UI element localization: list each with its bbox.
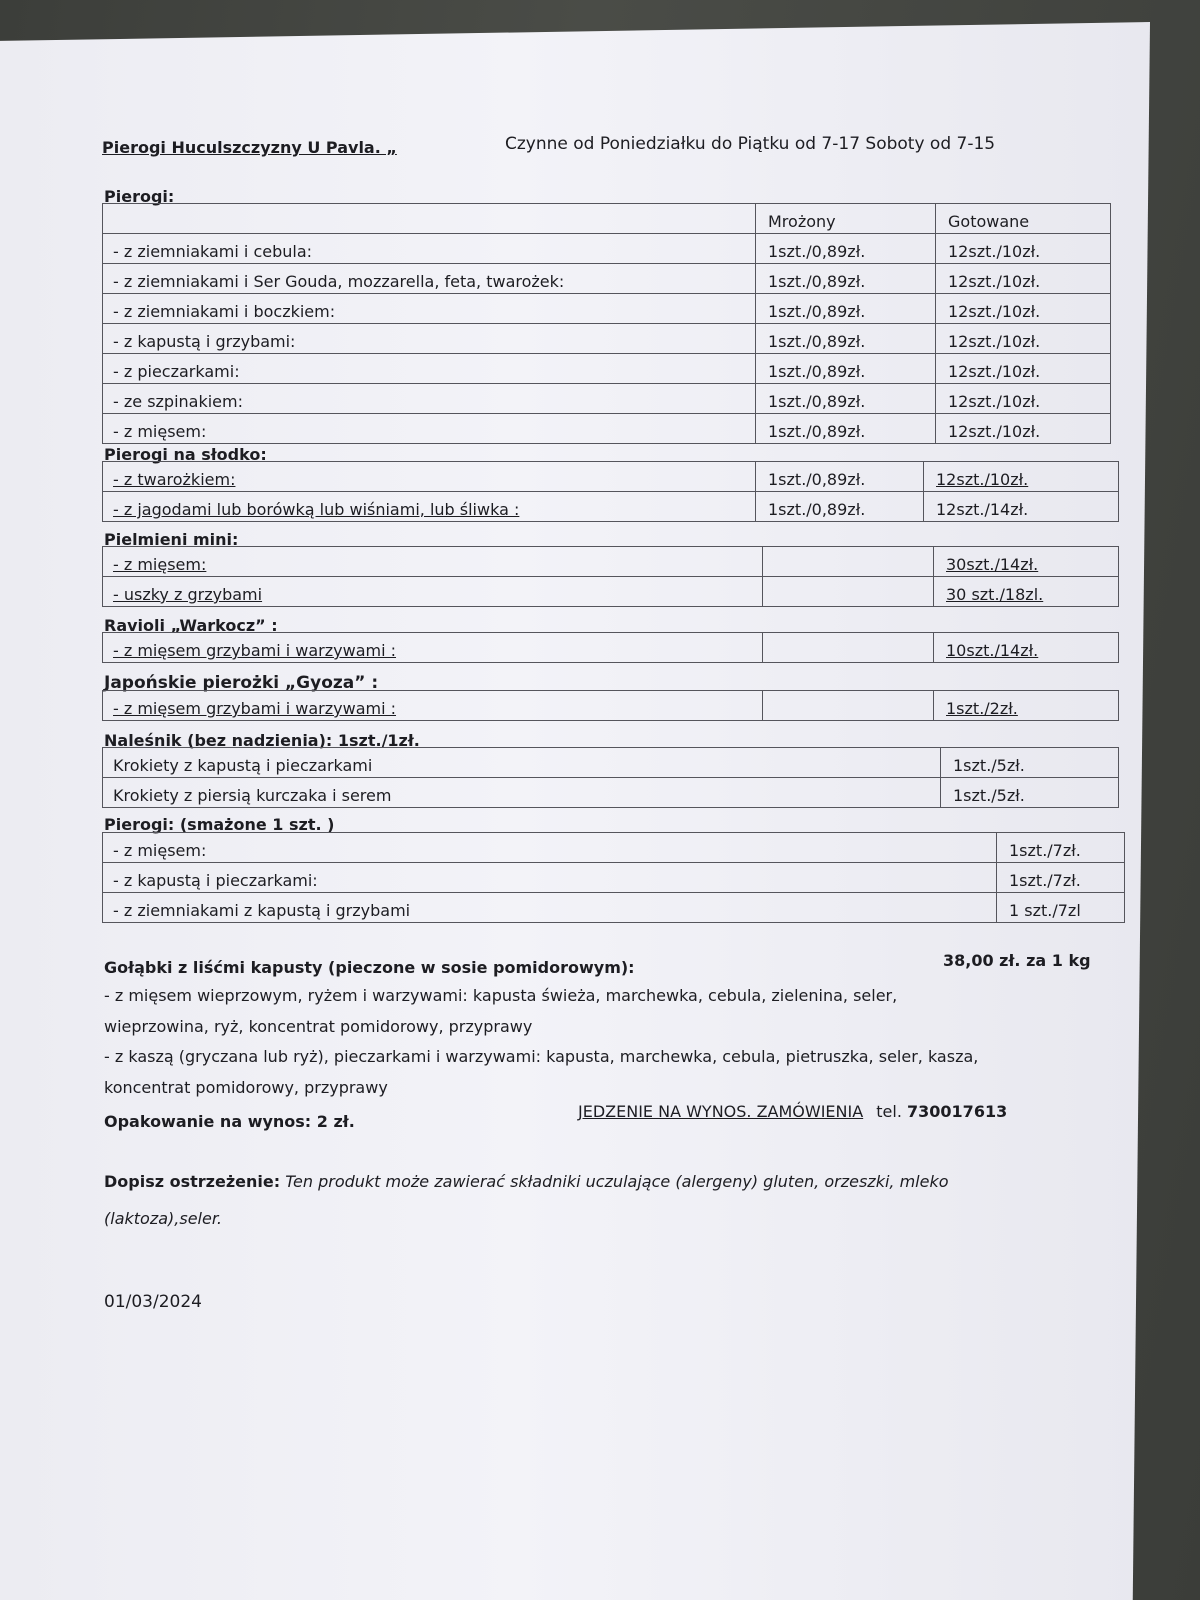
phone-label: tel. xyxy=(876,1102,902,1121)
table-row xyxy=(103,294,1111,324)
price-frozen: 1szt./0,89zł. xyxy=(756,324,936,354)
price-frozen: 1szt./0,89zł. xyxy=(756,384,936,414)
item-name: - z kapustą i grzybami: xyxy=(103,324,756,354)
item-name: - z ziemniakami i boczkiem: xyxy=(103,294,756,324)
table-row xyxy=(103,577,1119,607)
item-name: - z kapustą i pieczarkami: xyxy=(103,863,997,893)
warning-text: Ten produkt może zawierać składniki uczulające (alergeny) gluten, orzeszki, mleko xyxy=(285,1172,949,1191)
column-header-cooked: Gotowane xyxy=(936,204,1111,234)
item-name: - z mięsem: xyxy=(103,547,763,577)
price: 1szt./7zł. xyxy=(997,833,1125,863)
table-header-blank xyxy=(103,204,756,234)
takeaway-line xyxy=(578,1102,1007,1121)
price-frozen: 1szt./0,89zł. xyxy=(756,294,936,324)
price-cooked: 12szt./10zł. xyxy=(924,462,1119,492)
golabki-price: 38,00 zł. za 1 kg xyxy=(943,951,1091,970)
section-heading-golabki: Gołąbki z liśćmi kapusty (pieczone w sosie pomidorowym): xyxy=(104,958,635,977)
table-row xyxy=(103,492,1119,522)
item-name: - z mięsem: xyxy=(103,833,997,863)
price-cooked: 12szt./14zł. xyxy=(924,492,1119,522)
item-name: Krokiety z kapustą i pieczarkami xyxy=(103,748,941,778)
table-row xyxy=(103,324,1111,354)
section-heading-fried: Pierogi: (smażone 1 szt. ) xyxy=(104,815,335,834)
price-cooked: 12szt./10zł. xyxy=(936,354,1111,384)
price-cooked: 12szt./10zł. xyxy=(936,234,1111,264)
golabki-description-line: wieprzowina, ryż, koncentrat pomidorowy, przyprawy xyxy=(104,1017,533,1036)
table-row xyxy=(103,833,1125,863)
warning-label: Dopisz ostrzeżenie: xyxy=(104,1172,281,1191)
table-row xyxy=(103,691,1119,721)
price-cooked: 12szt./10zł. xyxy=(936,414,1111,444)
column-header-frozen: Mrożony xyxy=(756,204,936,234)
nalesnik-table xyxy=(102,747,1119,808)
table-row xyxy=(103,264,1111,294)
table-row xyxy=(103,234,1111,264)
table-row xyxy=(103,384,1111,414)
takeaway-label: JEDZENIE NA WYNOS. ZAMÓWIENIA xyxy=(578,1102,864,1121)
item-name: - z ziemniakami i cebula: xyxy=(103,234,756,264)
item-name: - z mięsem: xyxy=(103,414,756,444)
sweet-pierogi-table xyxy=(102,461,1119,522)
restaurant-name: Pierogi Huculszczyzny U Pavla. „ xyxy=(102,138,397,157)
price-frozen: 1szt./0,89zł. xyxy=(756,354,936,384)
table-row xyxy=(103,354,1111,384)
pierogi-table xyxy=(102,203,1111,444)
item-name: - z ziemniakami i Ser Gouda, mozzarella, feta, twarożek: xyxy=(103,264,756,294)
item-name: - z ziemniakami z kapustą i grzybami xyxy=(103,893,997,923)
table-row xyxy=(103,633,1119,663)
price: 1 szt./7zl xyxy=(997,893,1125,923)
golabki-description-line: - z mięsem wieprzowym, ryżem i warzywami: kapusta świeża, marchewka, cebula, zielenina, seler, xyxy=(104,986,898,1005)
item-name: - z mięsem grzybami i warzywami : xyxy=(103,633,763,663)
price: 1szt./5zł. xyxy=(941,748,1119,778)
table-row xyxy=(103,893,1125,923)
phone-number: 730017613 xyxy=(907,1102,1008,1121)
section-heading-ravioli: Ravioli „Warkocz” : xyxy=(104,616,278,635)
empty-cell xyxy=(763,547,934,577)
section-heading-pielmieni: Pielmieni mini: xyxy=(104,530,239,549)
document-date: 01/03/2024 xyxy=(104,1292,202,1312)
table-row xyxy=(103,414,1111,444)
price-frozen: 1szt./0,89zł. xyxy=(756,264,936,294)
price-frozen: 1szt./0,89zł. xyxy=(756,462,924,492)
empty-cell xyxy=(763,633,934,663)
price: 10szt./14zł. xyxy=(934,633,1119,663)
opening-hours: Czynne od Poniedziałku do Piątku od 7-17 Soboty od 7-15 xyxy=(505,134,996,154)
empty-cell xyxy=(763,691,934,721)
table-header-row xyxy=(103,204,1111,234)
ravioli-table xyxy=(102,632,1119,663)
item-name: - z mięsem grzybami i warzywami : xyxy=(103,691,763,721)
price-frozen: 1szt./0,89zł. xyxy=(756,414,936,444)
table-row xyxy=(103,863,1125,893)
section-heading-sweet: Pierogi na słodko: xyxy=(104,445,267,464)
price: 1szt./5zł. xyxy=(941,778,1119,808)
section-heading-pierogi: Pierogi: xyxy=(104,187,175,206)
item-name: - z twarożkiem: xyxy=(103,462,756,492)
table-row xyxy=(103,778,1119,808)
warning-text-continued: (laktoza),seler. xyxy=(104,1209,223,1228)
section-heading-nalesnik: Naleśnik (bez nadzienia): 1szt./1zł. xyxy=(104,731,420,750)
fried-pierogi-table xyxy=(102,832,1125,923)
item-name: - z pieczarkami: xyxy=(103,354,756,384)
price-cooked: 12szt./10zł. xyxy=(936,294,1111,324)
pielmieni-table xyxy=(102,546,1119,607)
packaging-fee: Opakowanie na wynos: 2 zł. xyxy=(104,1112,355,1131)
item-name: - ze szpinakiem: xyxy=(103,384,756,414)
item-name: - uszky z grzybami xyxy=(103,577,763,607)
golabki-description-line: - z kaszą (gryczana lub ryż), pieczarkami i warzywami: kapusta, marchewka, cebula, pietruszka, seler, kasza, xyxy=(104,1047,979,1066)
item-name: - z jagodami lub borówką lub wiśniami, lub śliwka : xyxy=(103,492,756,522)
table-row xyxy=(103,547,1119,577)
gyoza-table xyxy=(102,690,1119,721)
price-cooked: 12szt./10zł. xyxy=(936,264,1111,294)
price: 30szt./14zł. xyxy=(934,547,1119,577)
allergen-warning xyxy=(104,1172,949,1191)
price-frozen: 1szt./0,89zł. xyxy=(756,492,924,522)
item-name: Krokiety z piersią kurczaka i serem xyxy=(103,778,941,808)
price: 1szt./7zł. xyxy=(997,863,1125,893)
section-heading-gyoza: Japońskie pierożki „Gyoza” : xyxy=(104,673,379,693)
price-cooked: 12szt./10zł. xyxy=(936,384,1111,414)
price: 30 szt./18zl. xyxy=(934,577,1119,607)
empty-cell xyxy=(763,577,934,607)
price: 1szt./2zł. xyxy=(934,691,1119,721)
table-row xyxy=(103,462,1119,492)
table-row xyxy=(103,748,1119,778)
price-frozen: 1szt./0,89zł. xyxy=(756,234,936,264)
price-cooked: 12szt./10zł. xyxy=(936,324,1111,354)
golabki-description-line: koncentrat pomidorowy, przyprawy xyxy=(104,1078,388,1097)
